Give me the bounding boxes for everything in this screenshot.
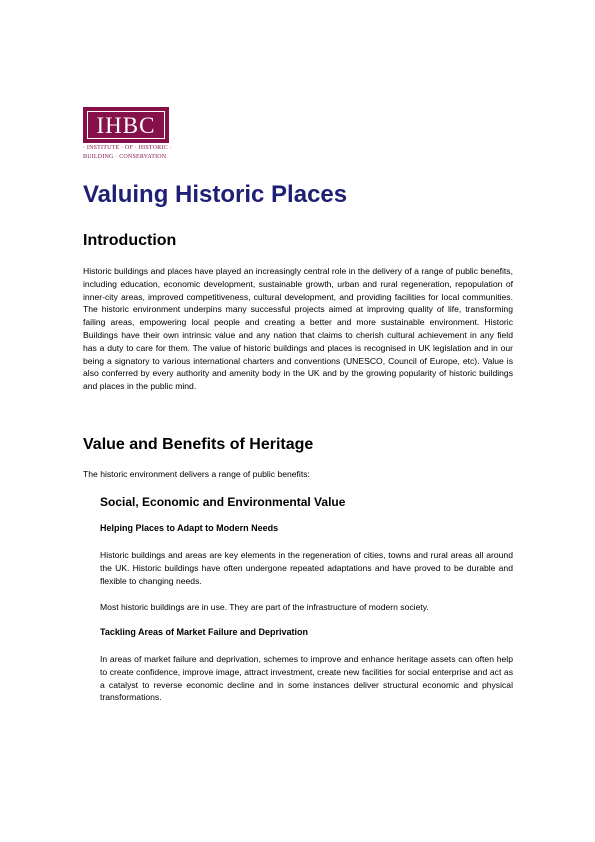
page-title: Valuing Historic Places [83, 181, 348, 208]
market-paragraph-1: In areas of market failure and deprivation, schemes to improve and enhance heritage assets can often help to create confidence, improve image, attract investment, create new facilities for social enterprise and act as a catalyst to reverse economic decline and in some instances deliver structural economic and physical transformations. [100, 654, 513, 703]
logo-subtitle-line2: BUILDING · CONSERVATION [83, 154, 167, 160]
value-lead: The historic environment delivers a range of public benefits: [83, 469, 310, 479]
value-subheading: Social, Economic and Environmental Value [100, 495, 346, 509]
intro-paragraph: Historic buildings and places have played an increasingly central role in the delivery of a range of public benefits, including education, economic development, sustainable growth, urban and rural regeneration, repopulation of inner-city areas, improved competitiveness, cultural development, and providing facilities for local communities. The historic environment underpins many successful projects aimed at improving quality of life, transforming failing areas, empowering local people and creating a better and more sustainable environment. Historic Buildings have their own intrinsic value and any nation that claims to cherish cultural achievement in any field has a duty to care for them. The value of historic buildings and places is recognised in UK legislation and in our being a signatory to various international charters and conventions (UNESCO, Council of Europe, etc). Value is also conferred by every authority and amenity body in the UK and by the growing popularity of historic buildings and places in the public mind. [83, 266, 513, 392]
market-heading: Tackling Areas of Market Failure and Deprivation [100, 627, 309, 637]
ihbc-logo [83, 107, 172, 161]
value-heading: Value and Benefits of Heritage [83, 436, 314, 453]
adapt-heading: Helping Places to Adapt to Modern Needs [100, 523, 279, 533]
intro-heading: Introduction [83, 232, 177, 249]
logo-box [83, 107, 169, 143]
logo-text: IHBC [87, 111, 165, 139]
adapt-paragraph-1: Historic buildings and areas are key elements in the regeneration of cities, towns and rural areas all around the UK. Historic buildings have often undergone repeated adaptations and have proved to be durable and flexible to changing needs. [100, 550, 513, 586]
adapt-paragraph-2: Most historic buildings are in use. They are part of the infrastructure of modern society. [100, 602, 429, 612]
logo-subtitle-line1: · INSTITUTE · OF · HISTORIC · [83, 145, 172, 151]
